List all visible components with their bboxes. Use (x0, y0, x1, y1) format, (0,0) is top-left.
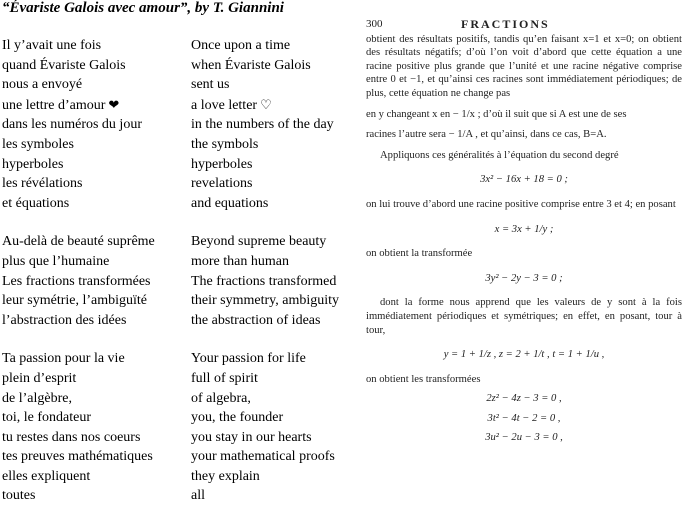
poem-line: hyperboles (191, 156, 253, 172)
poem-line: et équations (2, 195, 70, 211)
heart-icon: ❤ (108, 96, 120, 112)
poem-title: “Évariste Galois avec amour”, by T. Giannini (2, 0, 284, 16)
poem-line: dans les numéros du jour (2, 117, 142, 133)
poem-line: and equations (191, 195, 269, 211)
poem-line: of algebra, (191, 390, 251, 406)
poem-line: Au-delà de beauté suprême (2, 234, 155, 250)
poem-line: plein d’esprit (2, 370, 77, 386)
poem-line: Ta passion pour la vie (2, 351, 125, 367)
scanned-book-page (366, 18, 682, 451)
heart-icon: ♡ (260, 96, 272, 112)
equation: 3y² − 2y − 3 = 0 ; (485, 272, 563, 284)
poem-line: hyperboles (2, 156, 64, 172)
poem-line: tes preuves mathématiques (2, 449, 153, 465)
stanza (191, 349, 339, 506)
poem-line: full of spirit (191, 370, 258, 386)
equation: 3t² − 4t − 2 = 0 , (487, 412, 561, 424)
poem-line: de l’algèbre, (2, 390, 72, 406)
french-poem (2, 36, 155, 525)
paragraph: racines l’autre sera − 1/A , et qu’ainsi, dans ce cas, B=A. (366, 129, 607, 141)
paragraph: on obtient les transformées (366, 373, 481, 385)
page-header (366, 18, 682, 32)
poem-line: leur symétrie, l’ambiguïté (2, 293, 148, 309)
poem-line: Beyond supreme beauty (191, 234, 327, 250)
poem-line: Les fractions transformées (2, 273, 151, 289)
stanza (2, 349, 155, 506)
poem-line: you, the founder (191, 410, 284, 426)
poem-line: in the numbers of the day (191, 117, 334, 133)
poem-line: all (191, 488, 205, 504)
poem-line: their symmetry, ambiguity (191, 293, 340, 309)
poem-line: les symboles (2, 136, 74, 152)
stanza (191, 36, 339, 213)
poem-line: l’abstraction des idées (2, 312, 127, 328)
stanza (2, 36, 155, 213)
poem-line: Il y’avait une fois (2, 38, 102, 53)
poem-line: Once upon a time (191, 38, 291, 53)
poem-line: a love letter ♡ (191, 96, 272, 113)
poem-line: toi, le fondateur (2, 410, 92, 426)
paragraph: on obtient la transformée (366, 248, 473, 260)
poem-line: toutes (2, 488, 36, 504)
running-title: FRACTIONS (461, 17, 550, 31)
english-poem (191, 36, 339, 525)
poem-line: when Évariste Galois (191, 57, 311, 73)
poem-line: sent us (191, 77, 230, 93)
poem-line: you stay in our hearts (191, 429, 312, 445)
poem-line: they explain (191, 468, 260, 484)
poem-line: plus que l’humaine (2, 253, 110, 269)
poem-line: the abstraction of ideas (191, 312, 321, 328)
poem-line: revelations (191, 176, 253, 192)
poem-line: the symbols (191, 136, 259, 152)
paragraph: on lui trouve d’abord une racine positive comprise entre 3 et 4; en posant (366, 198, 676, 210)
poem-line: elles expliquent (2, 468, 91, 484)
poem-line: tu restes dans nos coeurs (2, 429, 141, 445)
poem-line: Your passion for life (191, 351, 306, 367)
poem-line: nous a envoyé (2, 77, 83, 93)
equation: 3u² − 2u − 3 = 0 , (485, 432, 563, 444)
equation: y = 1 + 1/z , z = 2 + 1/t , t = 1 + 1/u , (443, 349, 605, 361)
poem-line: your mathematical proofs (191, 449, 335, 465)
paragraph: dont la forme nous apprend que les valeurs de y sont à la fois immédiatement périodiques et symétriques; en effet, en posant, tour à tour, (366, 297, 682, 336)
paragraph: en y changeant x en − 1/x ; d’où il suit que si A est une de ses (366, 108, 627, 120)
paragraph: obtient des résultats positifs, tandis qu’en faisant x=1 et x=0; on obtient des résultats négatifs; d’où l’on voit d’abord que cette équation a une racine positive plus grande que l’unité et une racine négative comprise entre 0 et −1, et qu’ainsi ces racines sont immédiatement périodiques; de plus, cette équation ne change pas (366, 33, 682, 99)
poem-line: The fractions transformed (191, 273, 337, 289)
poem-line: more than human (191, 253, 289, 269)
equation: 3x² − 16x + 18 = 0 ; (480, 174, 568, 186)
stanza (191, 232, 339, 330)
paragraph: Appliquons ces généralités à l’équation du second degré (380, 149, 619, 161)
poem-line: les révélations (2, 176, 83, 192)
stanza (2, 232, 155, 330)
equation: 2z² − 4z − 3 = 0 , (486, 393, 562, 405)
poem-line: quand Évariste Galois (2, 57, 126, 73)
page-number: 300 (366, 18, 383, 30)
poem-line: une lettre d’amour ❤ (2, 96, 120, 113)
equation: x = 3x + 1/y ; (494, 223, 554, 235)
